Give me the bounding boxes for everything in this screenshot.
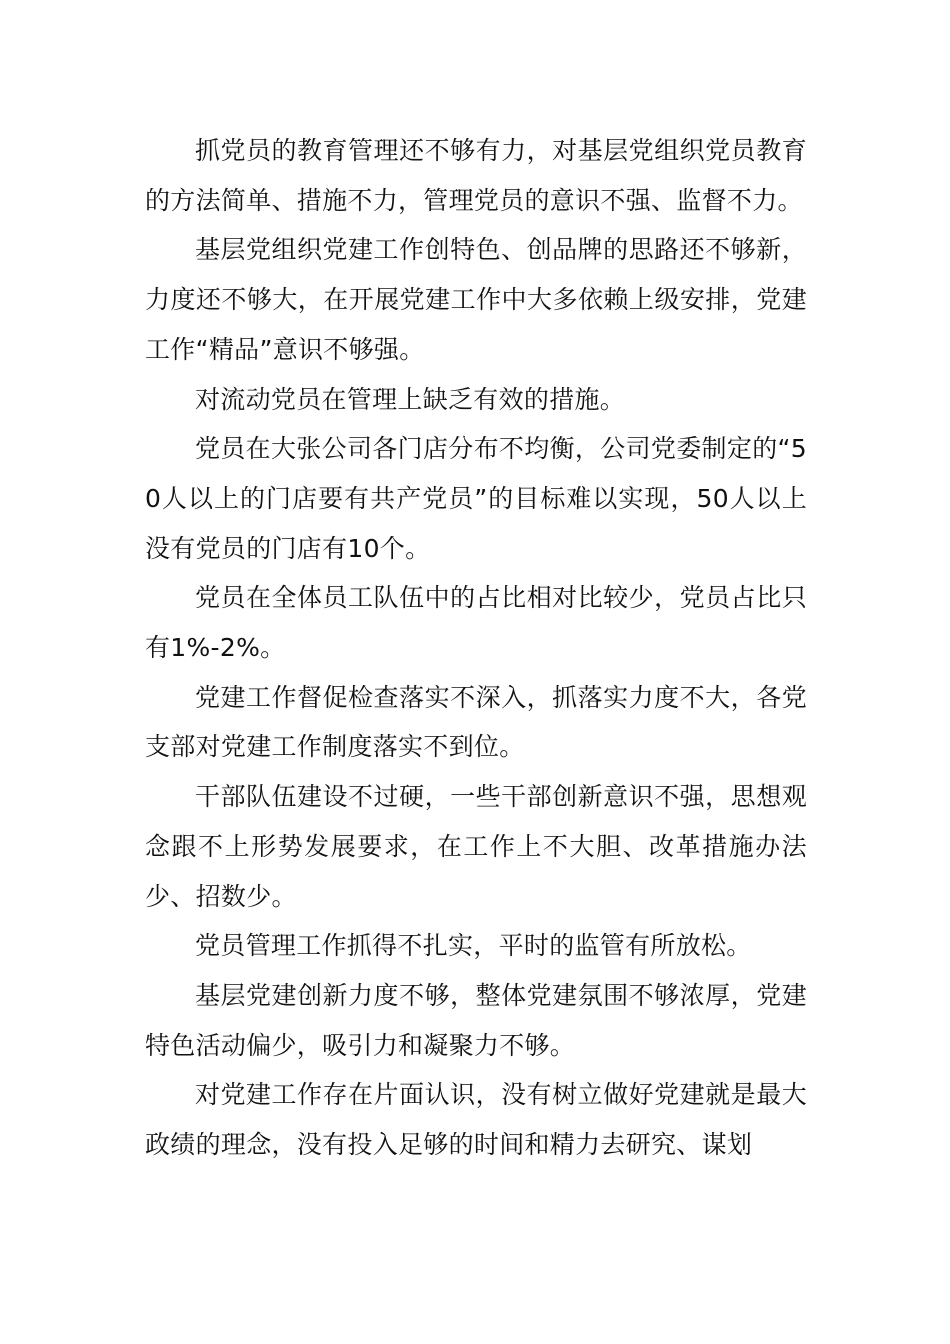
paragraph-4: 党员在大张公司各门店分布不均衡，公司党委制定的“50人以上的门店要有共产党员”的目标难以实现，50人以上没有党员的门店有10个。	[145, 434, 807, 563]
paragraph-7: 干部队伍建设不过硬，一些干部创新意识不强，思想观念跟不上形势发展要求，在工作上不大胆、改革措施办法少、招数少。	[145, 782, 807, 911]
paragraph-1: 抓党员的教育管理还不够有力，对基层党组织党员教育的方法简单、措施不力，管理党员的意识不强、监督不力。	[145, 136, 807, 215]
paragraph-2: 基层党组织党建工作创特色、创品牌的思路还不够新，力度还不够大，在开展党建工作中大多依赖上级安排，党建工作“精品”意识不够强。	[145, 235, 807, 364]
paragraph-9: 基层党建创新力度不够，整体党建氛围不够浓厚，党建特色活动偏少，吸引力和凝聚力不够。	[145, 980, 807, 1060]
document-body	[145, 126, 807, 1170]
paragraph-10: 对党建工作存在片面认识，没有树立做好党建就是最大政绩的理念，没有投入足够的时间和精力去研究、谋划	[145, 1080, 807, 1160]
paragraph-6: 党建工作督促检查落实不深入，抓落实力度不大，各党支部对党建工作制度落实不到位。	[145, 682, 807, 762]
paragraph-5: 党员在全体员工队伍中的占比相对比较少，党员占比只有1%-2%。	[145, 583, 807, 663]
paragraph-3: 对流动党员在管理上缺乏有效的措施。	[195, 384, 626, 414]
paragraph-8: 党员管理工作抓得不扎实，平时的监管有所放松。	[195, 931, 752, 961]
